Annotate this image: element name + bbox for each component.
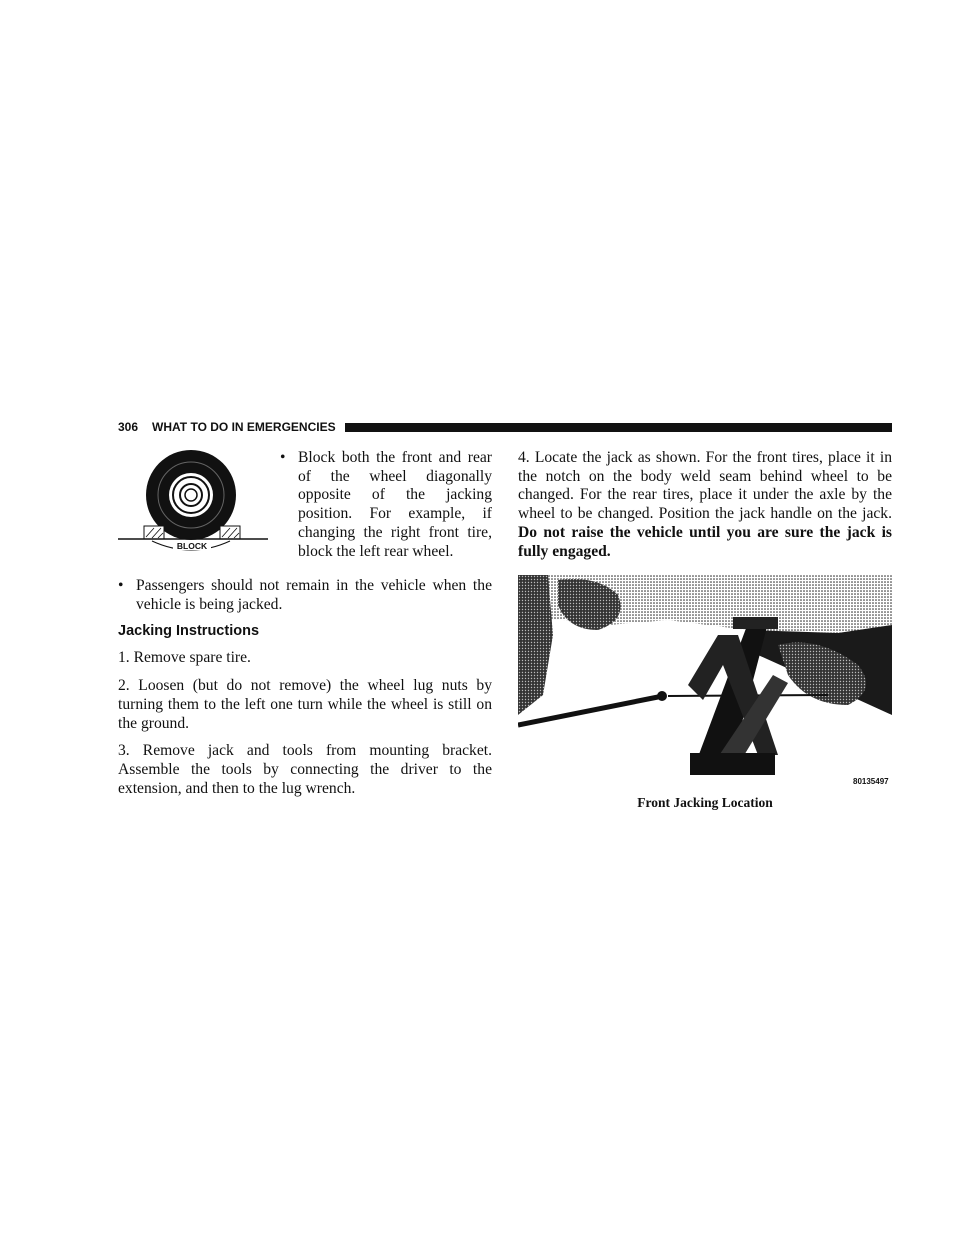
bullet-block-wheels: • Block both the front and rear of the wheel diagonally opposite of the jacking position. For example, if changing the right front tire, block the left rear wheel.: [280, 449, 492, 567]
step-2: 2. Loosen (but do not remove) the wheel lug nuts by turning them to the left one turn while the wheel is still on the ground.: [118, 677, 492, 732]
figure-code: 80135497: [853, 777, 889, 787]
figure-caption: Front Jacking Location: [637, 795, 773, 811]
bullet-block-text: Block both the front and rear of the wheel diagonally opposite of the jacking position. For example, if changing the right front tire, block the left rear wheel.: [298, 449, 492, 560]
wheel-block-figure: [118, 449, 280, 567]
right-column: [518, 449, 892, 813]
section-heading: Jacking Instructions: [118, 623, 260, 640]
section-title: WHAT TO DO IN EMERGENCIES: [152, 420, 336, 434]
step-4: [518, 449, 892, 561]
jacking-photo: [518, 575, 892, 786]
header-rule: [345, 423, 892, 432]
wheel-block-illustration: [118, 449, 280, 559]
page-number: 306: [118, 420, 139, 434]
front-jacking-illustration: [518, 575, 892, 786]
block-label: BLOCK: [176, 541, 208, 551]
left-column: [118, 449, 492, 798]
step-3: 3. Remove jack and tools from mounting bracket. Assemble the tools by connecting the driver to the extension, and then to the lug wrench.: [118, 742, 492, 797]
step-1: 1. Remove spare tire.: [118, 649, 251, 667]
page-header: [118, 419, 892, 435]
bullet-passengers: • Passengers should not remain in the vehicle when the vehicle is being jacked.: [118, 577, 492, 613]
step-4-warning: Do not raise the vehicle until you are sure the jack is fully engaged.: [518, 523, 892, 560]
step-4-text: 4. Locate the jack as shown. For the front tires, place it in the notch on the body weld seam behind wheel to be changed. For the rear tires, place it under the axle by the wheel to be changed. Position the jack handle on the jack.: [518, 449, 892, 523]
bullet-passengers-text: Passengers should not remain in the vehicle when the vehicle is being jacked.: [136, 577, 492, 613]
